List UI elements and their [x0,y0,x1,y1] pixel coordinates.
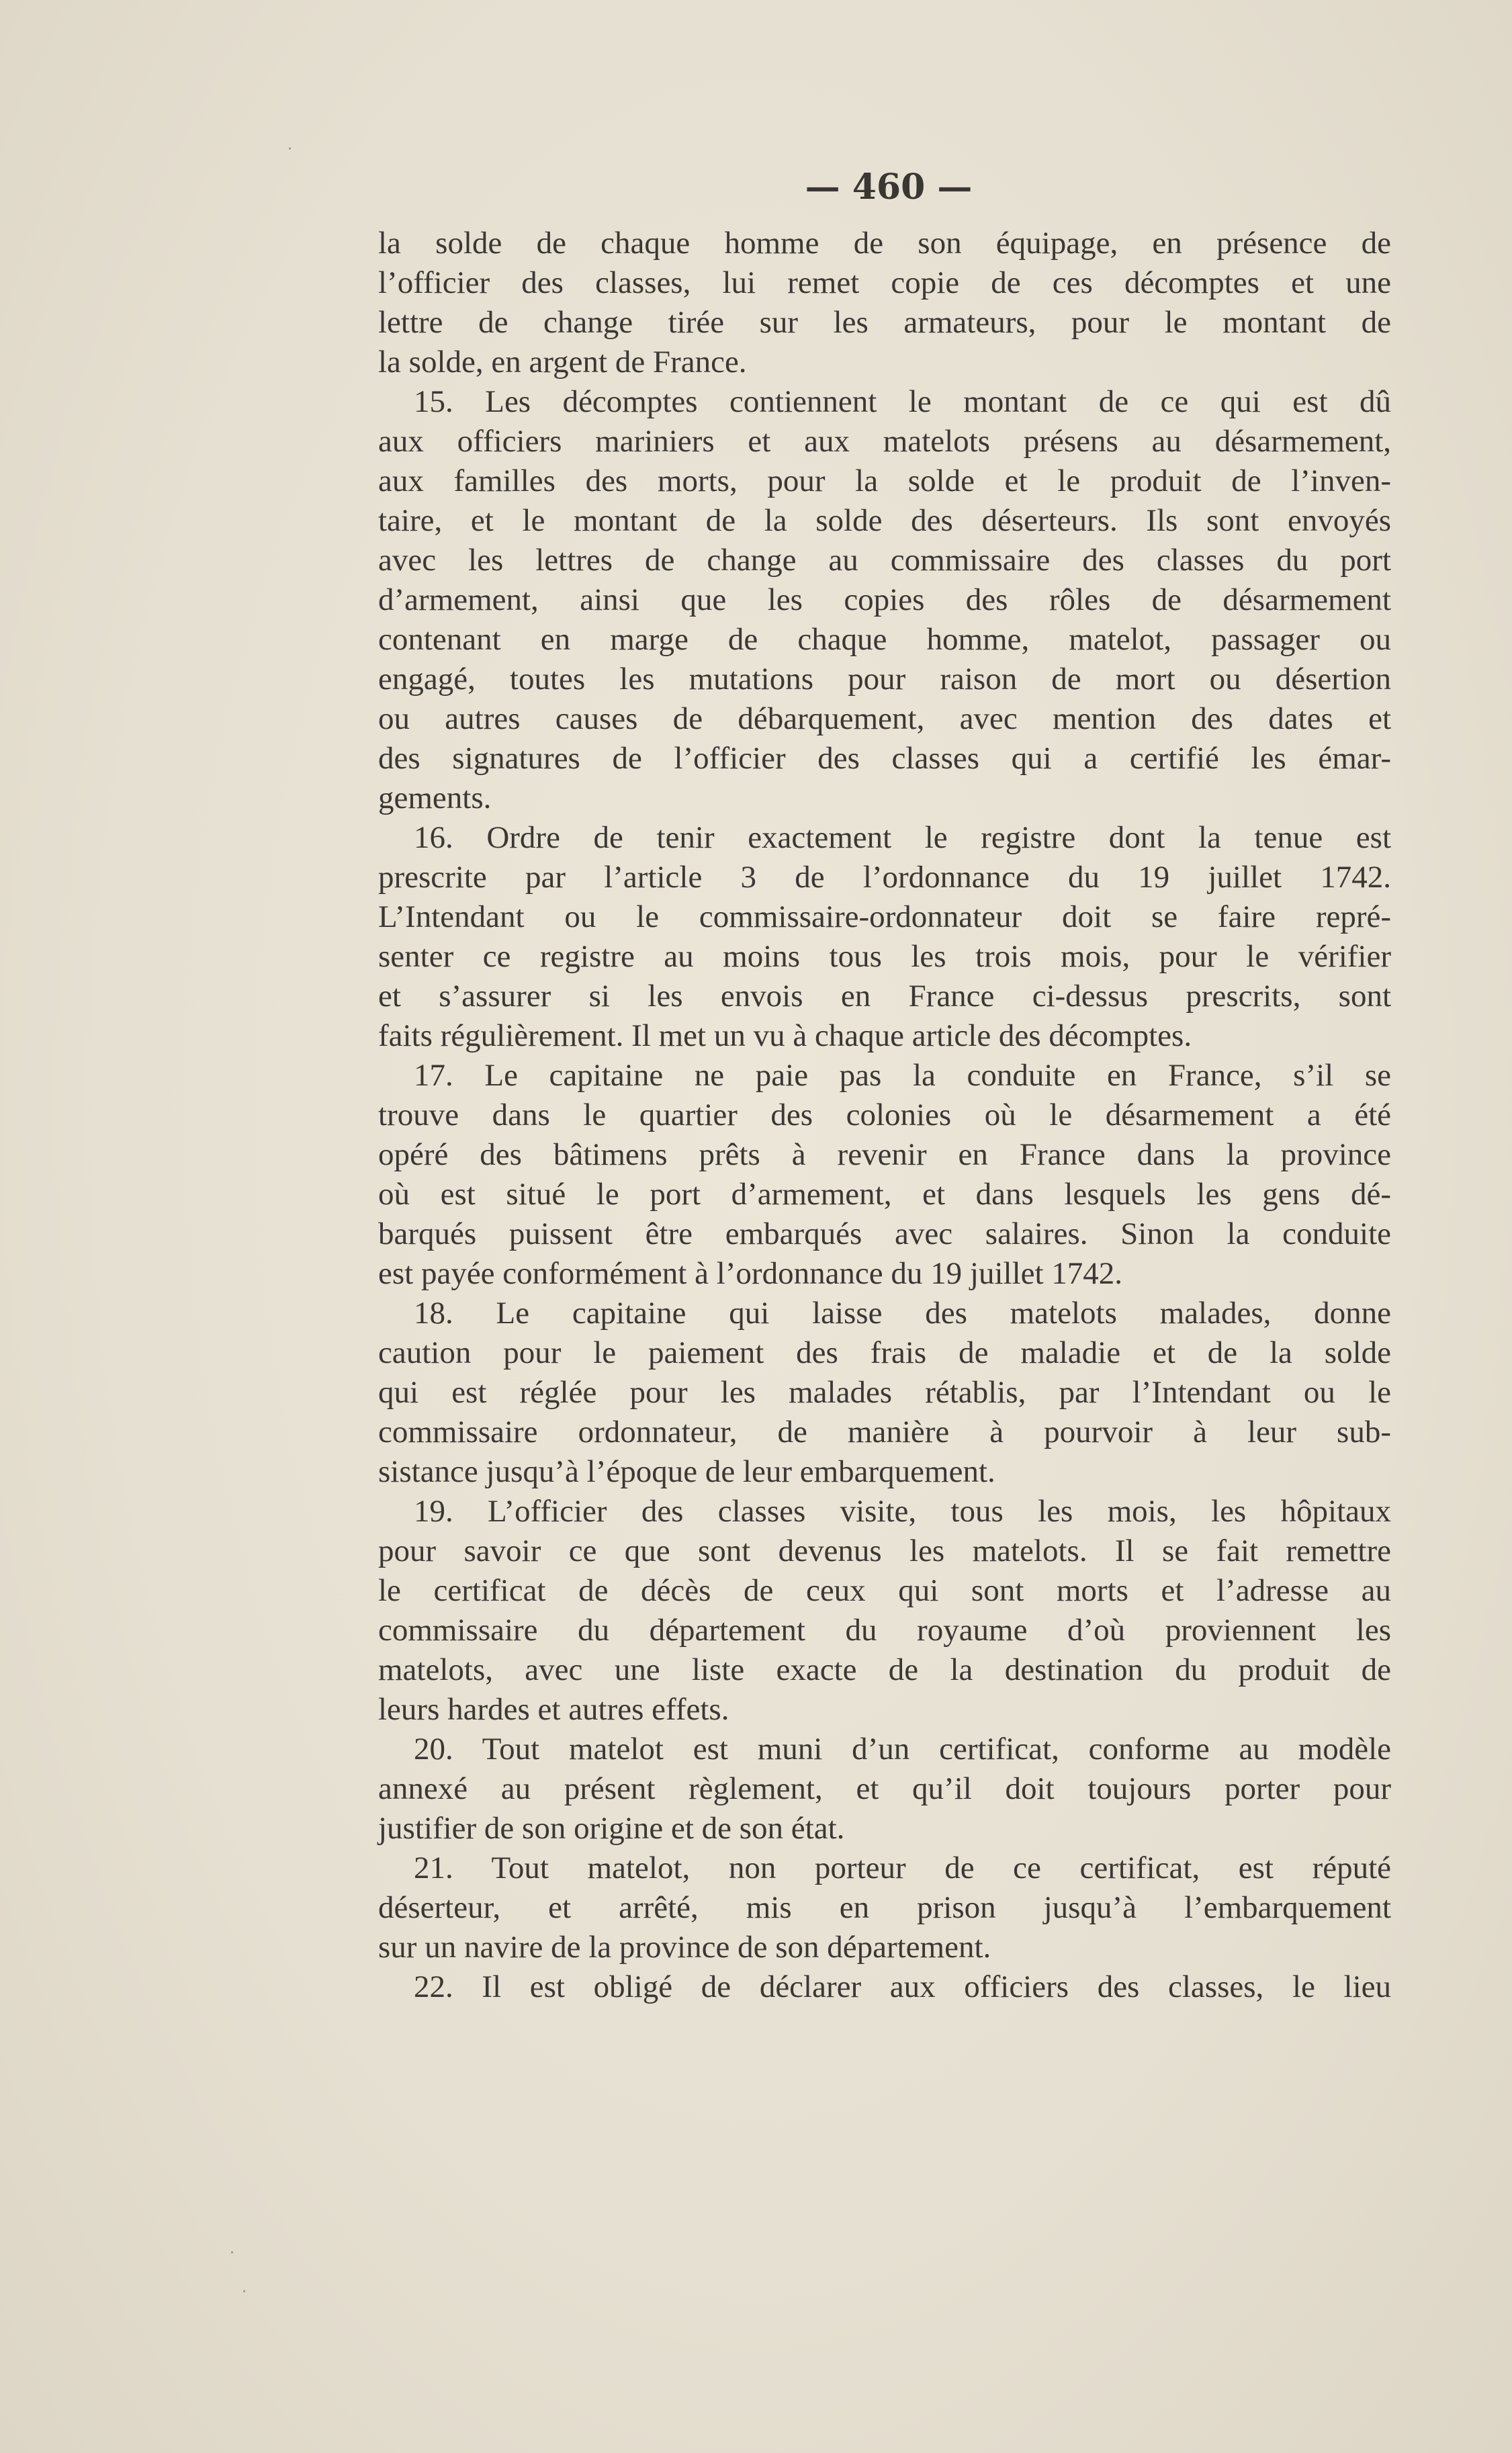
text-line: 18. Le capitaine qui laisse des matelots malades, donne [414,1296,1391,1331]
paper-speck: · [287,141,292,158]
text-line: 19. L’officier des classes visite, tous les mois, les hôpitaux [414,1494,1391,1529]
text-line: matelots, avec une liste exacte de la destination du produit de [378,1652,1391,1687]
text-line: engagé, toutes les mutations pour raison de mort ou désertion [378,662,1391,697]
text-line: caution pour le paiement des frais de maladie et de la solde [378,1335,1391,1370]
body-text [378,224,1391,2007]
text-line: est payée conformément à l’ordonnance du 19 juillet 1742. [378,1256,1123,1291]
paper-speck: · [230,2245,234,2262]
text-line: 22. Il est obligé de déclarer aux officiers des classes, le lieu [414,1969,1391,2004]
text-line: 17. Le capitaine ne paie pas la conduite en France, s’il se [414,1058,1391,1093]
text-line: senter ce registre au moins tous les trois mois, pour le vérifier [378,939,1391,974]
text-line: leurs hardes et autres effets. [378,1692,729,1727]
text-line: justifier de son origine et de son état. [378,1811,845,1846]
text-line: d’armement, ainsi que les copies des rôles de désarmement [378,582,1391,617]
text-line: où est situé le port d’armement, et dans lesquels les gens dé- [378,1177,1391,1212]
text-line: trouve dans le quartier des colonies où le désarmement a été [378,1098,1391,1132]
text-line: 16. Ordre de tenir exactement le registre dont la tenue est [414,820,1391,855]
text-line: taire, et le montant de la solde des déserteurs. Ils sont envoyés [378,503,1391,538]
text-line: déserteur, et arrêté, mis en prison jusqu’à l’embarquement [378,1890,1391,1925]
text-line: et s’assurer si les envois en France ci-dessus prescrits, sont [378,979,1391,1014]
text-line: faits régulièrement. Il met un vu à chaque article des décomptes. [378,1018,1192,1053]
text-line: pour savoir ce que sont devenus les matelots. Il se fait remettre [378,1533,1391,1568]
text-line: aux familles des morts, pour la solde et le produit de l’inven- [378,463,1391,498]
page-number: — 460 — [805,167,973,208]
text-line: commissaire ordonnateur, de manière à pourvoir à leur sub- [378,1415,1391,1450]
text-line: avec les lettres de change au commissaire des classes du port [378,543,1391,578]
text-line: qui est réglée pour les malades rétablis, par l’Intendant ou le [378,1375,1391,1410]
text-line: contenant en marge de chaque homme, matelot, passager ou [378,622,1391,657]
text-line: 21. Tout matelot, non porteur de ce certificat, est réputé [414,1850,1391,1885]
text-line: prescrite par l’article 3 de l’ordonnance du 19 juillet 1742. [378,860,1391,895]
text-line: aux officiers mariniers et aux matelots présens au désarmement, [378,424,1391,459]
text-line: sur un navire de la province de son département. [378,1930,991,1965]
text-line: barqués puissent être embarqués avec salaires. Sinon la conduite [378,1216,1391,1251]
text-line: annexé au présent règlement, et qu’il doit toujours porter pour [378,1771,1391,1806]
text-line: opéré des bâtimens prêts à revenir en France dans la province [378,1137,1391,1172]
text-line: ou autres causes de débarquement, avec mention des dates et [378,701,1391,736]
text-line: L’Intendant ou le commissaire-ordonnateur doit se faire repré- [378,899,1391,934]
text-line: 15. Les décomptes contiennent le montant de ce qui est dû [414,384,1391,419]
text-line: l’officier des classes, lui remet copie de ces décomptes et une [378,265,1391,300]
text-line: gements. [378,780,492,815]
paper-speck: · [242,2284,247,2301]
text-line: commissaire du département du royaume d’où proviennent les [378,1613,1391,1648]
text-line: sistance jusqu’à l’époque de leur embarquement. [378,1454,995,1489]
text-line: le certificat de décès de ceux qui sont morts et l’adresse au [378,1573,1391,1608]
text-line: la solde, en argent de France. [378,345,747,380]
text-line: des signatures de l’officier des classes qui a certifié les émar- [378,741,1391,776]
text-line: la solde de chaque homme de son équipage, en présence de [378,226,1391,261]
text-line: 20. Tout matelot est muni d’un certificat, conforme au modèle [414,1732,1391,1767]
text-line: lettre de change tirée sur les armateurs, pour le montant de [378,305,1391,340]
